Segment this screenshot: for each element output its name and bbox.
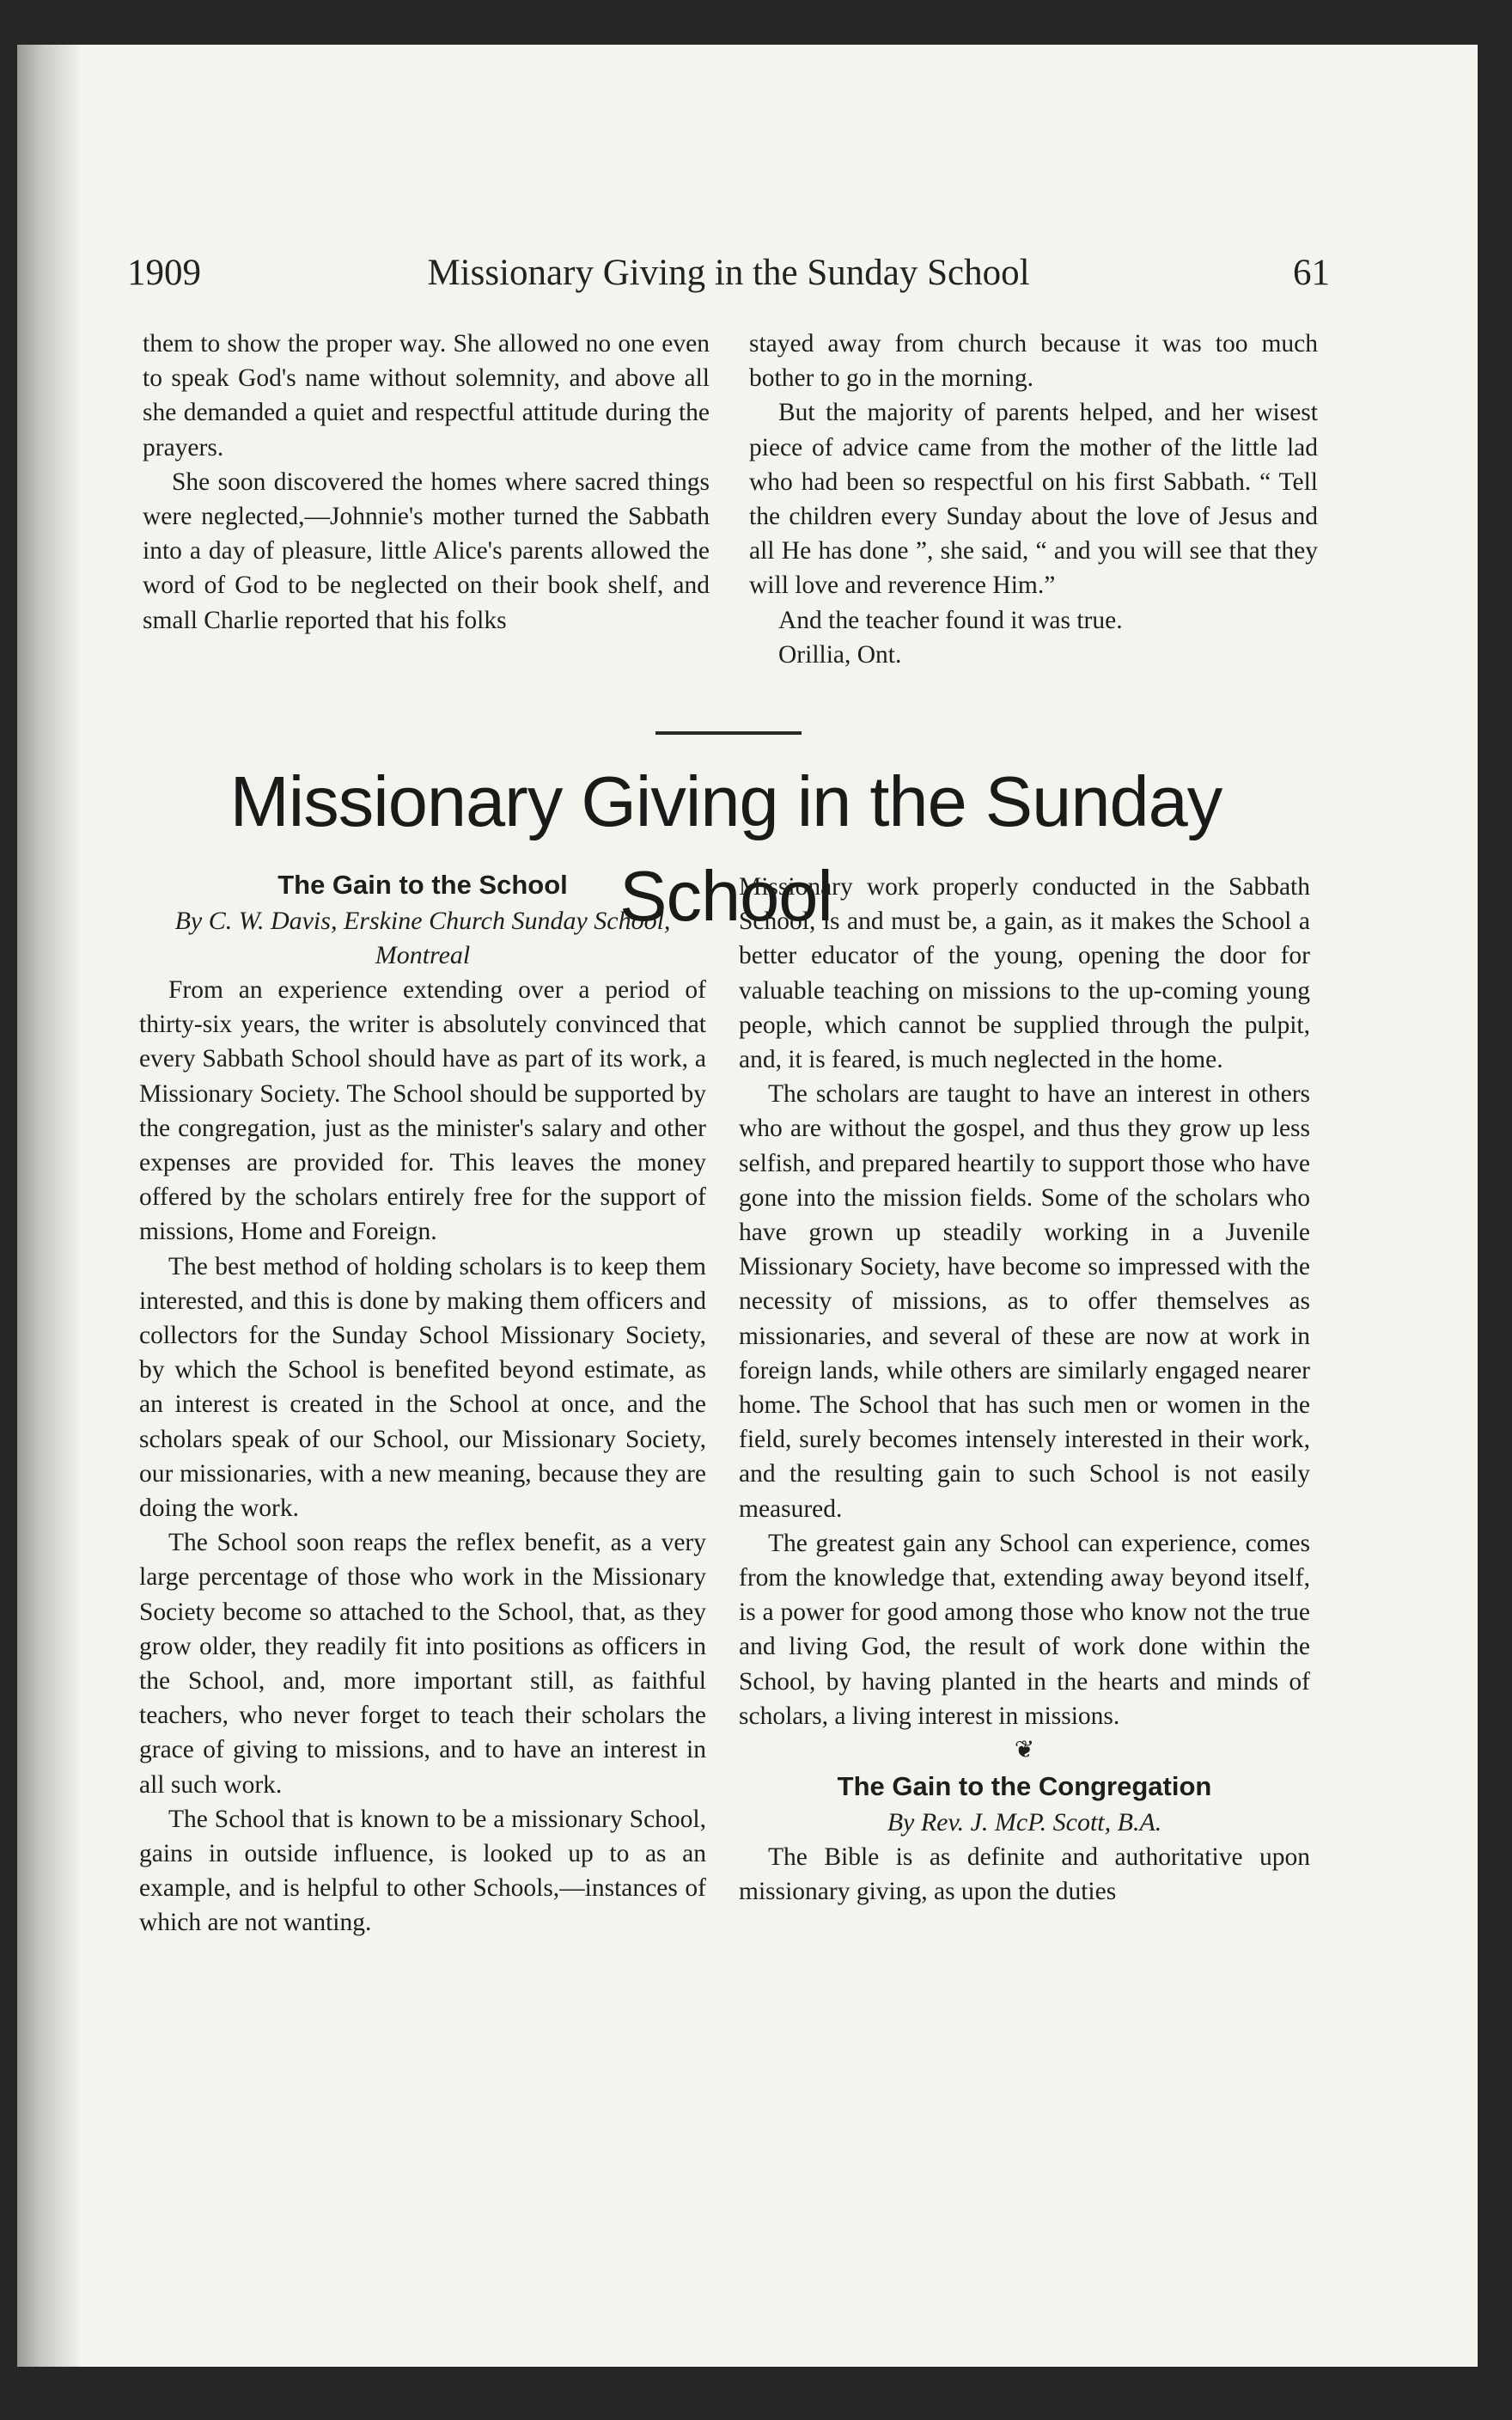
- byline: By Rev. J. McP. Scott, B.A.: [887, 1808, 1162, 1837]
- article-left-column: [139, 866, 706, 1940]
- fleuron-ornament-icon: ❦: [1014, 1737, 1035, 1764]
- section-heading: The Gain to the School: [277, 870, 568, 900]
- header-title: Missionary Giving in the Sunday School: [427, 253, 1030, 293]
- paragraph: Missionary work properly conducted in the Sabbath School, is and must be, a gain, as it makes the School a better educator of the young, opening the door for valuable teaching on missions to the up-coming young people, which cannot be supplied through the pulpit, and, it is feared, is much neglected in the home.: [739, 873, 1310, 1074]
- previous-article-left-column: [143, 327, 710, 638]
- paragraph: The School soon reaps the reflex benefit, as a very large percentage of those who work in the Missionary Society become so attached to the School, that, as they grow older, they readily fit into positions as officers in the School, and, more important still, as faithful teachers, who never forget to teach their scholars the grace of giving to missions, and to have an interest in all such work.: [139, 1529, 706, 1799]
- paragraph: stayed away from church because it was too much bother to go in the morning.: [749, 330, 1318, 393]
- binding-shadow: [17, 45, 79, 2367]
- paragraph: The greatest gain any School can experience, comes from the knowledge that, extending away beyond itself, is a power for good among those who know not the true and living God, the result of work done within the School, by having planted in the hearts and minds of scholars, a living interest in missions.: [739, 1529, 1310, 1730]
- paragraph: The scholars are taught to have an interest in others who are without the gospel, and thus they grow up less selfish, and prepared heartily to support those who have gone into the mission fields. Some of the scholars who have grown up steadily working in a Juvenile Missionary Society, have become so impressed with the necessity of missions, as to offer themselves as missionaries, and several of these are now at work in foreign lands, while others are similarly engaged nearer home. The School that has such men or women in the field, surely becomes intensely interested in their work, and the resulting gain to such School is not easily measured.: [739, 1080, 1310, 1523]
- paragraph: And the teacher found it was true.: [778, 606, 1123, 634]
- section-divider: [655, 731, 802, 735]
- previous-article-right-column: [749, 327, 1318, 672]
- article-title: Missionary Giving in the Sunday School: [229, 761, 1222, 936]
- paragraph: The Bible is as definite and authoritative upon missionary giving, as upon the duties: [739, 1843, 1310, 1906]
- section-heading: The Gain to the Congregation: [837, 1771, 1212, 1802]
- paragraph: them to show the proper way. She allowed no one even to speak God's name without solemnity, and above all she demanded a quiet and respectful attitude during the prayers.: [143, 330, 710, 461]
- paragraph: The best method of holding scholars is to keep them interested, and this is done by making them officers and collectors for the Sunday School Missionary Society, by which the School is benefited beyond estimate, as an interest is created in the School at once, and the scholars speak of our School, our Missionary Society, our missionaries, with a new meaning, because they are doing the work.: [139, 1252, 706, 1523]
- article-right-column: [739, 870, 1310, 1909]
- page-number: 61: [1293, 253, 1330, 293]
- running-header: [127, 248, 1330, 299]
- place-signature: Orillia, Ont.: [778, 640, 902, 669]
- byline: By C. W. Davis, Erskine Church Sunday School, Montreal: [174, 907, 671, 969]
- header-year: 1909: [127, 253, 201, 293]
- paragraph: She soon discovered the homes where sacred things were neglected,—Johnnie's mother turned the Sabbath into a day of pleasure, little Alice's parents allowed the word of God to be neglected on their book shelf, and small Charlie reported that his folks: [143, 468, 710, 634]
- paragraph: From an experience extending over a period of thirty-six years, the writer is absolutely convinced that every Sabbath School should have as part of its work, a Missionary Society. The School should be supported by the congregation, just as the minister's salary and other expenses are provided for. This leaves the money offered by the scholars entirely free for the support of missions, Home and Foreign.: [139, 976, 706, 1246]
- paragraph: But the majority of parents helped, and her wisest piece of advice came from the mother of the little lad who had been so respectful on his first Sabbath. “ Tell the children every Sunday about the love of Jesus and all He has done ”, she said, “ and you will see that they will love and reverence Him.”: [749, 399, 1318, 600]
- paragraph: The School that is known to be a missionary School, gains in outside influence, is looked up to as an example, and is helpful to other Schools,—instances of which are not wanting.: [139, 1805, 706, 1937]
